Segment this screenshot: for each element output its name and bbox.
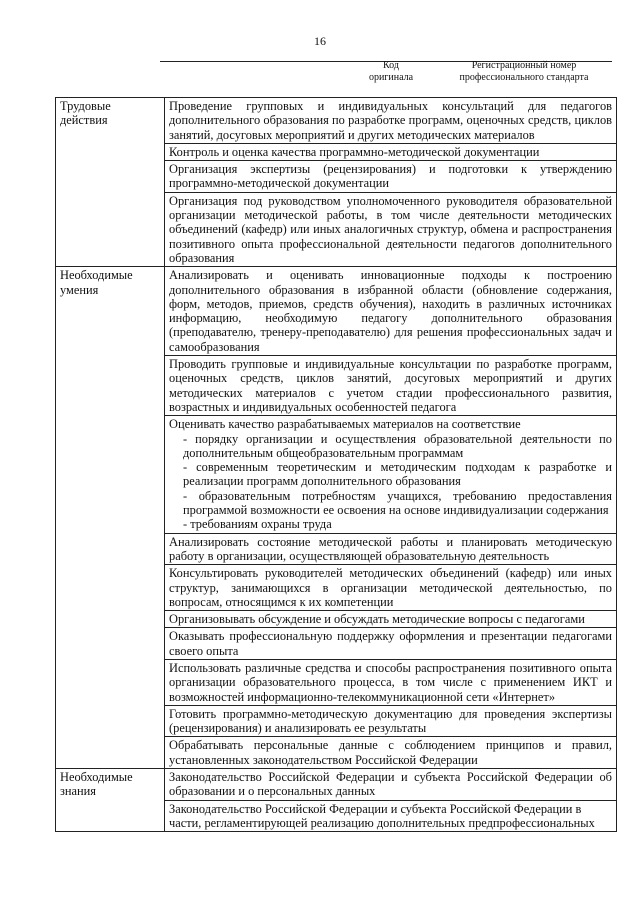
registration-number-label: Регистрационный номер профессионального стандарта — [459, 60, 589, 83]
table-row — [56, 769, 617, 801]
skill-item-evaluate — [165, 416, 617, 533]
labor-action-item: Контроль и оценка качества программно-методической документации — [165, 143, 617, 160]
table-row — [56, 267, 617, 356]
page-number: 16 — [314, 34, 326, 48]
skill-evaluate-intro: Оценивать качество разрабатываемых материалов на соответствие — [169, 417, 521, 432]
skill-item: Использовать различные средства и способы распространения позитивного опыта организации образовательного процесса, в том числе с применением ИКТ и возможностей информационно-телекоммуникационной сети «Интернет» — [165, 659, 617, 705]
skill-item: Готовить программно-методическую документацию для проведения экспертизы (рецензирования) и анализировать ее результаты — [165, 705, 617, 737]
skill-item: Проводить групповые и индивидуальные консультации по разработке программ, оценочных средств, циклов занятий, досуговых мероприятий и других методических материалов с учетом стадии профессионального развития, возрастных и индивидуальных особенностей педагога — [165, 356, 617, 416]
skill-evaluate-bullet: - требованиям охраны труда — [183, 517, 332, 532]
skill-item: Анализировать состояние методической работы и планировать методическую работу в организации, осуществляющей образовательную деятельность — [165, 533, 617, 565]
labor-action-item: Организация экспертизы (рецензирования) и подготовки к утверждению программно-методической документации — [165, 161, 617, 193]
skill-item: Анализировать и оценивать инновационные подходы к построению дополнительного образования в избранной области (обновление содержания, форм, методов, приемов, средств обучения), находить в различных источниках информацию, необходимую педагогу дополнительного образования (преподавателю, тренеру-преподавателю) для решения профессиональных задач и самообразования — [165, 267, 617, 356]
skill-item: Консультировать руководителей методических объединений (кафедр) или иных структур, занимающихся в организации методической деятельностью, по вопросам, относящимся к их компетенции — [165, 565, 617, 611]
skill-evaluate-bullet: - образовательным потребностям учащихся, требованию предоставления программой возможности ее освоения на основе индивидуализации содержания — [183, 488, 612, 518]
skill-evaluate-bullet: - порядку организации и осуществления образовательной деятельности по дополнительным общеобразовательным программам — [183, 431, 612, 460]
skill-item: Обрабатывать персональные данные с соблюдением принципов и правил, установленных законодательством Российской Федерации — [165, 737, 617, 769]
skill-evaluate-bullet: - современным теоретическим и методическим подходам к разработке и реализации программ дополнительного образования — [183, 460, 612, 489]
labor-action-item: Проведение групповых и индивидуальных консультаций для педагогов дополнительного образования по разработке программ, оценочных средств, циклов занятий, досуговых мероприятий и других методических материалов — [165, 98, 617, 144]
section-label-labor-actions: Трудовые действия — [56, 98, 165, 267]
section-label-required-skills: Необходимые умения — [56, 267, 165, 769]
table-row — [56, 98, 617, 144]
original-code-label: Код оригинала — [368, 60, 414, 83]
skill-item: Организовывать обсуждение и обсуждать методические вопросы с педагогами — [165, 611, 617, 628]
section-label-required-knowledge: Необходимые знания — [56, 769, 165, 832]
knowledge-item: Законодательство Российской Федерации и субъекта Российской Федерации в части, регламентирующей реализацию дополнительных предпрофессиональных — [165, 800, 617, 832]
competency-table — [55, 97, 617, 832]
labor-action-item: Организация под руководством уполномоченного руководителя образовательной организации методической работы, в том числе деятельности методических объединений (кафедр) или иных аналогичных структур, обмена и распространения позитивного опыта профессиональной деятельности педагогов дополнительного образования — [165, 192, 617, 266]
knowledge-item: Законодательство Российской Федерации и субъекта Российской Федерации об образовании и о персональных данных — [165, 769, 617, 801]
skill-item: Оказывать профессиональную поддержку оформления и презентации педагогами своего опыта — [165, 628, 617, 660]
